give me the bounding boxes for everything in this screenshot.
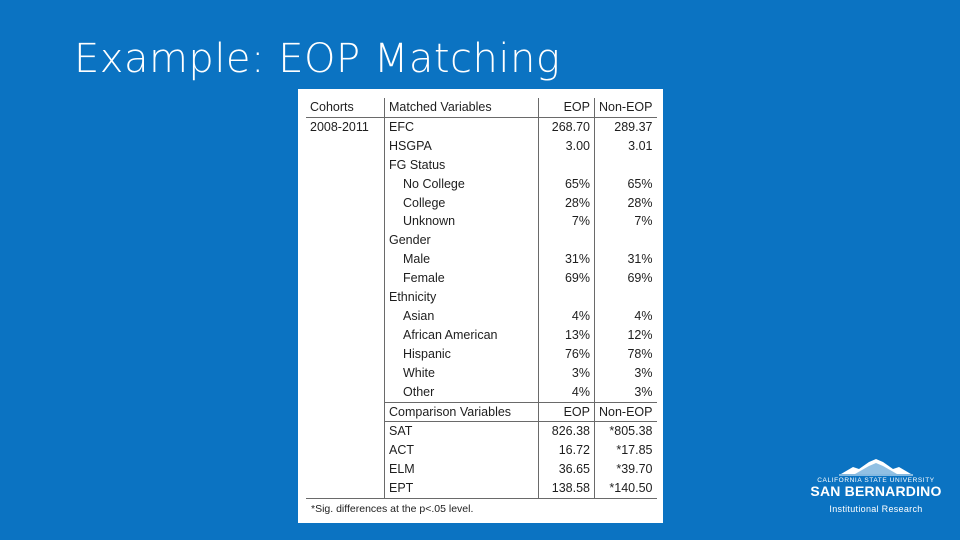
variable-label: ACT — [385, 441, 539, 460]
variable-label: SAT — [385, 422, 539, 441]
table-row — [306, 326, 657, 345]
eop-value: 4% — [539, 307, 595, 326]
cohort-cell — [306, 137, 385, 156]
variable-label: Gender — [385, 231, 539, 250]
cohort-cell — [306, 422, 385, 441]
non-eop-value: *39.70 — [616, 462, 653, 477]
variable-label: No College — [385, 175, 539, 194]
logo-line-department: Institutional Research — [829, 504, 923, 514]
cohort-cell — [306, 307, 385, 326]
non-eop-value — [595, 288, 657, 307]
cohort-cell — [306, 156, 385, 175]
non-eop-value: 69% — [627, 271, 653, 286]
table-row — [306, 231, 657, 250]
cohort-cell — [306, 479, 385, 498]
table-row — [306, 137, 657, 156]
header-non-eop: Non-EOP — [595, 402, 657, 422]
eop-matching-table — [306, 98, 657, 499]
non-eop-value: 78% — [627, 346, 653, 361]
cohort-cell — [306, 231, 385, 250]
variable-label: Female — [385, 269, 539, 288]
table-header-row — [306, 98, 657, 117]
cohort-cell — [306, 460, 385, 479]
variable-label: HSGPA — [385, 137, 539, 156]
variable-label: Other — [385, 383, 539, 402]
eop-value: 7% — [539, 212, 595, 231]
non-eop-value: 3% — [634, 365, 653, 380]
header-eop: EOP — [539, 402, 595, 422]
cohort-cell — [306, 194, 385, 213]
non-eop-value — [595, 156, 657, 175]
eop-value: 3% — [539, 364, 595, 383]
slide-title: Example: EOP Matching — [74, 36, 561, 82]
non-eop-value: 3% — [634, 384, 653, 399]
cohort-cell — [306, 269, 385, 288]
table-row — [306, 117, 657, 136]
eop-value: 28% — [539, 194, 595, 213]
eop-value: 69% — [539, 269, 595, 288]
table-row — [306, 156, 657, 175]
table-row — [306, 479, 657, 498]
table-row — [306, 364, 657, 383]
table-row — [306, 422, 657, 441]
non-eop-value: 65% — [627, 176, 653, 191]
eop-value — [539, 156, 595, 175]
variable-label: Male — [385, 250, 539, 269]
mountain-range-icon — [839, 458, 913, 476]
header-cohorts: Cohorts — [306, 98, 385, 117]
variable-label: College — [385, 194, 539, 213]
eop-value: 268.70 — [539, 117, 595, 136]
eop-value — [539, 288, 595, 307]
non-eop-value: 4% — [634, 308, 653, 323]
table-row — [306, 212, 657, 231]
cohort-cell — [306, 402, 385, 422]
cohort-cell — [306, 364, 385, 383]
variable-label: Hispanic — [385, 345, 539, 364]
table-row — [306, 383, 657, 402]
table-row — [306, 441, 657, 460]
eop-value: 138.58 — [539, 479, 595, 498]
csusb-logo — [806, 458, 946, 522]
header-comparison-variables: Comparison Variables — [385, 402, 539, 422]
cohort-cell — [306, 250, 385, 269]
eop-value: 16.72 — [539, 441, 595, 460]
non-eop-value: *805.38 — [609, 424, 653, 439]
non-eop-value: *17.85 — [616, 443, 653, 458]
cohort-cell — [306, 326, 385, 345]
variable-label: FG Status — [385, 156, 539, 175]
cohort-cell: 2008-2011 — [306, 117, 385, 136]
cohort-cell — [306, 345, 385, 364]
cohort-cell — [306, 175, 385, 194]
non-eop-value: 3.01 — [628, 138, 653, 153]
table-row — [306, 288, 657, 307]
cohort-cell — [306, 383, 385, 402]
non-eop-value: 12% — [627, 327, 653, 342]
table-row — [306, 194, 657, 213]
logo-line-campus: SAN BERNARDINO — [810, 483, 942, 499]
eop-value: 31% — [539, 250, 595, 269]
eop-value: 65% — [539, 175, 595, 194]
variable-label: ELM — [385, 460, 539, 479]
cohort-cell — [306, 212, 385, 231]
non-eop-value: 7% — [634, 214, 653, 229]
eop-value: 36.65 — [539, 460, 595, 479]
eop-value: 826.38 — [539, 422, 595, 441]
non-eop-value: 289.37 — [614, 119, 653, 134]
variable-label: Unknown — [385, 212, 539, 231]
table-footnote: *Sig. differences at the p<.05 level. — [311, 503, 474, 515]
variable-label: White — [385, 364, 539, 383]
variable-label: Ethnicity — [385, 288, 539, 307]
logo-line-university: CALIFORNIA STATE UNIVERSITY — [817, 477, 935, 484]
non-eop-value: 28% — [627, 195, 653, 210]
non-eop-value: 31% — [627, 252, 653, 267]
eop-value: 3.00 — [539, 137, 595, 156]
variable-label: EFC — [385, 117, 539, 136]
eop-matching-table-panel — [298, 89, 663, 523]
cohort-cell — [306, 288, 385, 307]
comparison-header-row — [306, 402, 657, 422]
variable-label: African American — [385, 326, 539, 345]
header-non-eop: Non-EOP — [595, 98, 657, 117]
eop-value: 76% — [539, 345, 595, 364]
header-matched-variables: Matched Variables — [385, 98, 539, 117]
variable-label: Asian — [385, 307, 539, 326]
table-row — [306, 175, 657, 194]
non-eop-value: *140.50 — [595, 479, 657, 498]
table-row — [306, 345, 657, 364]
eop-value: 13% — [539, 326, 595, 345]
cohort-cell — [306, 441, 385, 460]
table-row — [306, 460, 657, 479]
variable-label: EPT — [385, 479, 539, 498]
eop-value — [539, 231, 595, 250]
eop-value: 4% — [539, 383, 595, 402]
header-eop: EOP — [539, 98, 595, 117]
table-row — [306, 250, 657, 269]
table-row — [306, 307, 657, 326]
table-row — [306, 269, 657, 288]
non-eop-value — [595, 231, 657, 250]
